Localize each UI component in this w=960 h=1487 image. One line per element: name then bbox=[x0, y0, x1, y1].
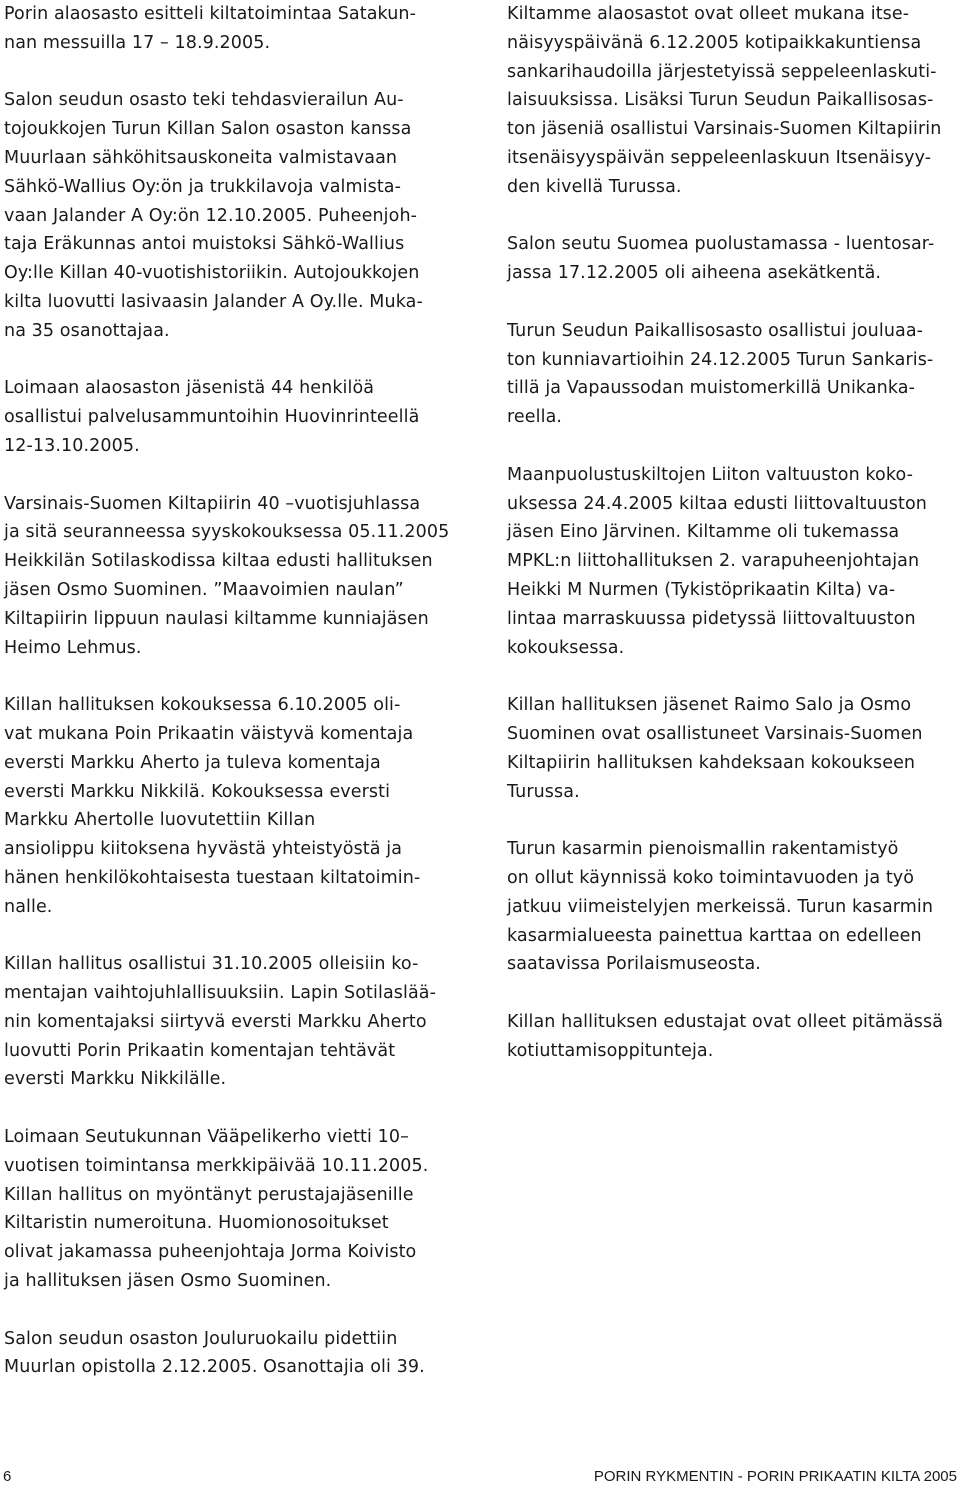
text-line: Killan hallitus on myöntänyt perustajajäsenille bbox=[4, 1184, 414, 1205]
text-line: mentajan vaihtojuhlallisuuksiin. Lapin Sotilaslää- bbox=[4, 983, 437, 1004]
text-line: vat mukana Poin Prikaatin väistyvä komentaja bbox=[4, 723, 414, 744]
text-line: nan messuilla 17 – 18.9.2005. bbox=[4, 32, 271, 53]
text-line: Suominen ovat osallistuneet Varsinais-Suomen bbox=[507, 723, 923, 744]
text-line: reella. bbox=[507, 407, 563, 428]
paragraph bbox=[507, 1008, 957, 1066]
text-line: Kiltapiirin hallituksen kahdeksaan kokoukseen bbox=[507, 752, 916, 773]
text-line: jäsen Osmo Suominen. ”Maavoimien naulan” bbox=[4, 579, 404, 600]
paragraph bbox=[4, 1325, 474, 1383]
text-line: Markku Ahertolle luovutettiin Killan bbox=[4, 810, 316, 831]
text-line: Salon seudun osaston Jouluruokailu pidettiin bbox=[4, 1328, 398, 1349]
text-line: luovutti Porin Prikaatin komentajan tehtävät bbox=[4, 1040, 396, 1061]
right-column bbox=[507, 0, 957, 1065]
text-line: tillä ja Vapaussodan muistomerkillä Unikanka- bbox=[507, 378, 916, 399]
text-line: kilta luovutti lasivaasin Jalander A Oy.lle. Muka- bbox=[4, 291, 423, 312]
text-line: Muurlan opistolla 2.12.2005. Osanottajia oli 39. bbox=[4, 1357, 425, 1378]
text-line: Salon seudun osasto teki tehdasvierailun Au- bbox=[4, 90, 404, 111]
text-line: vaan Jalander A Oy:ön 12.10.2005. Puheenjoh- bbox=[4, 205, 418, 226]
text-line: Killan hallituksen kokouksessa 6.10.2005 oli- bbox=[4, 695, 401, 716]
text-line: Sähkö-Wallius Oy:ön ja trukkilavoja valmista- bbox=[4, 176, 402, 197]
text-line: sankarihaudoilla järjestetyissä seppeleenlaskuti- bbox=[507, 61, 937, 82]
text-line: eversti Markku Aherto ja tuleva komentaja bbox=[4, 752, 381, 773]
text-line: ansiolippu kiitoksena hyvästä yhteistyöstä ja bbox=[4, 839, 403, 860]
text-line: Turun Seudun Paikallisosasto osallistui jouluaa- bbox=[507, 320, 924, 341]
text-line: nin komentajaksi siirtyvä eversti Markku Aherto bbox=[4, 1011, 427, 1032]
text-line: Turussa. bbox=[507, 781, 580, 802]
paragraph bbox=[4, 490, 474, 663]
page-number: 6 bbox=[3, 1468, 12, 1485]
paragraph bbox=[507, 0, 957, 202]
text-line: jassa 17.12.2005 oli aiheena asekätkentä. bbox=[507, 263, 882, 284]
text-line: olivat jakamassa puheenjohtaja Jorma Koivisto bbox=[4, 1242, 417, 1263]
text-line: Loimaan alaosaston jäsenistä 44 henkilöä bbox=[4, 378, 375, 399]
page-footer bbox=[0, 1468, 960, 1486]
left-column bbox=[4, 0, 474, 1382]
text-line: ton kunniavartioihin 24.12.2005 Turun Sankaris- bbox=[507, 349, 934, 370]
text-line: Porin alaosasto esitteli kiltatoimintaa Satakun- bbox=[4, 4, 417, 24]
text-line: tojoukkojen Turun Killan Salon osaston kanssa bbox=[4, 119, 412, 140]
text-line: osallistui palvelusammuntoihin Huovinrinteellä bbox=[4, 407, 420, 428]
text-line: Kiltamme alaosastot ovat olleet mukana itse- bbox=[507, 4, 910, 24]
paragraph bbox=[4, 950, 474, 1094]
text-line: den kivellä Turussa. bbox=[507, 176, 682, 197]
text-line: Muurlaan sähköhitsauskoneita valmistavaan bbox=[4, 147, 398, 168]
text-line: Killan hallituksen edustajat ovat olleet pitämässä bbox=[507, 1011, 944, 1032]
text-line: nalle. bbox=[4, 896, 53, 917]
paragraph bbox=[4, 691, 474, 921]
paragraph bbox=[507, 317, 957, 432]
text-line: Heikkilän Sotilaskodissa kiltaa edusti hallituksen bbox=[4, 551, 433, 572]
text-line: Kiltapiirin lippuun naulasi kiltamme kunniajäsen bbox=[4, 608, 429, 629]
text-line: Heimo Lehmus. bbox=[4, 637, 142, 658]
text-line: hänen henkilökohtaisesta tuestaan kiltatoimin- bbox=[4, 867, 421, 888]
text-line: vuotisen toimintansa merkkipäivää 10.11.2005. bbox=[4, 1155, 429, 1176]
text-line: kasarmialueesta painettua karttaa on edelleen bbox=[507, 925, 922, 946]
text-line: Maanpuolustuskiltojen Liiton valtuuston koko- bbox=[507, 464, 913, 485]
text-line: ja sitä seuranneessa syyskokouksessa 05.11.2005 bbox=[4, 522, 450, 543]
text-line: jatkuu viimeistelyjen merkeissä. Turun kasarmin bbox=[507, 896, 934, 917]
paragraph bbox=[4, 0, 474, 58]
paragraph bbox=[4, 86, 474, 345]
paragraph bbox=[507, 461, 957, 663]
paragraph bbox=[507, 691, 957, 806]
paragraph bbox=[4, 374, 474, 460]
text-line: uksessa 24.4.2005 kiltaa edusti liittovaltuuston bbox=[507, 493, 927, 514]
text-line: eversti Markku Nikkilälle. bbox=[4, 1069, 227, 1090]
text-line: Varsinais-Suomen Kiltapiirin 40 –vuotisjuhlassa bbox=[4, 493, 421, 514]
text-line: Heikki M Nurmen (Tykistöprikaatin Kilta) va- bbox=[507, 579, 896, 600]
text-line: Turun kasarmin pienoismallin rakentamistyö bbox=[507, 839, 899, 860]
text-line: lintaa marraskuussa pidetyssä liittovaltuuston bbox=[507, 608, 916, 629]
text-line: laisuuksissa. Lisäksi Turun Seudun Paikallisosas- bbox=[507, 90, 934, 111]
running-footer-title: PORIN RYKMENTIN - PORIN PRIKAATIN KILTA 2005 bbox=[593, 1468, 957, 1485]
text-line: Salon seutu Suomea puolustamassa - luentosar- bbox=[507, 234, 935, 255]
paragraph bbox=[507, 835, 957, 979]
text-line: Killan hallituksen jäsenet Raimo Salo ja Osmo bbox=[507, 695, 912, 716]
text-line: Oy:lle Killan 40-vuotishistoriikin. Autojoukkojen bbox=[4, 263, 420, 284]
text-line: Loimaan Seutukunnan Vääpelikerho vietti 10– bbox=[4, 1127, 409, 1148]
text-line: Kiltaristin numeroituna. Huomionosoitukset bbox=[4, 1213, 389, 1234]
text-line: kotiuttamisoppitunteja. bbox=[507, 1040, 714, 1061]
text-line: eversti Markku Nikkilä. Kokouksessa eversti bbox=[4, 781, 391, 802]
text-line: ja hallituksen jäsen Osmo Suominen. bbox=[4, 1271, 332, 1292]
text-line: näisyyspäivänä 6.12.2005 kotipaikkakuntiensa bbox=[507, 32, 922, 53]
text-line: Killan hallitus osallistui 31.10.2005 olleisiin ko- bbox=[4, 954, 419, 975]
text-line: saatavissa Porilaismuseosta. bbox=[507, 954, 761, 975]
text-line: itsenäisyyspäivän seppeleenlaskuun Itsenäisyy- bbox=[507, 147, 932, 168]
paragraph bbox=[4, 1123, 474, 1296]
text-line: taja Eräkunnas antoi muistoksi Sähkö-Wallius bbox=[4, 234, 405, 255]
text-line: jäsen Eino Järvinen. Kiltamme oli tukemassa bbox=[507, 522, 900, 543]
text-line: MPKL:n liittohallituksen 2. varapuheenjohtajan bbox=[507, 551, 920, 572]
text-line: ton jäseniä osallistui Varsinais-Suomen Kiltapiirin bbox=[507, 119, 942, 140]
text-line: 12-13.10.2005. bbox=[4, 435, 140, 456]
text-line: kokouksessa. bbox=[507, 637, 625, 658]
paragraph bbox=[507, 230, 957, 288]
text-line: na 35 osanottajaa. bbox=[4, 320, 170, 341]
text-line: on ollut käynnissä koko toimintavuoden ja työ bbox=[507, 867, 915, 888]
